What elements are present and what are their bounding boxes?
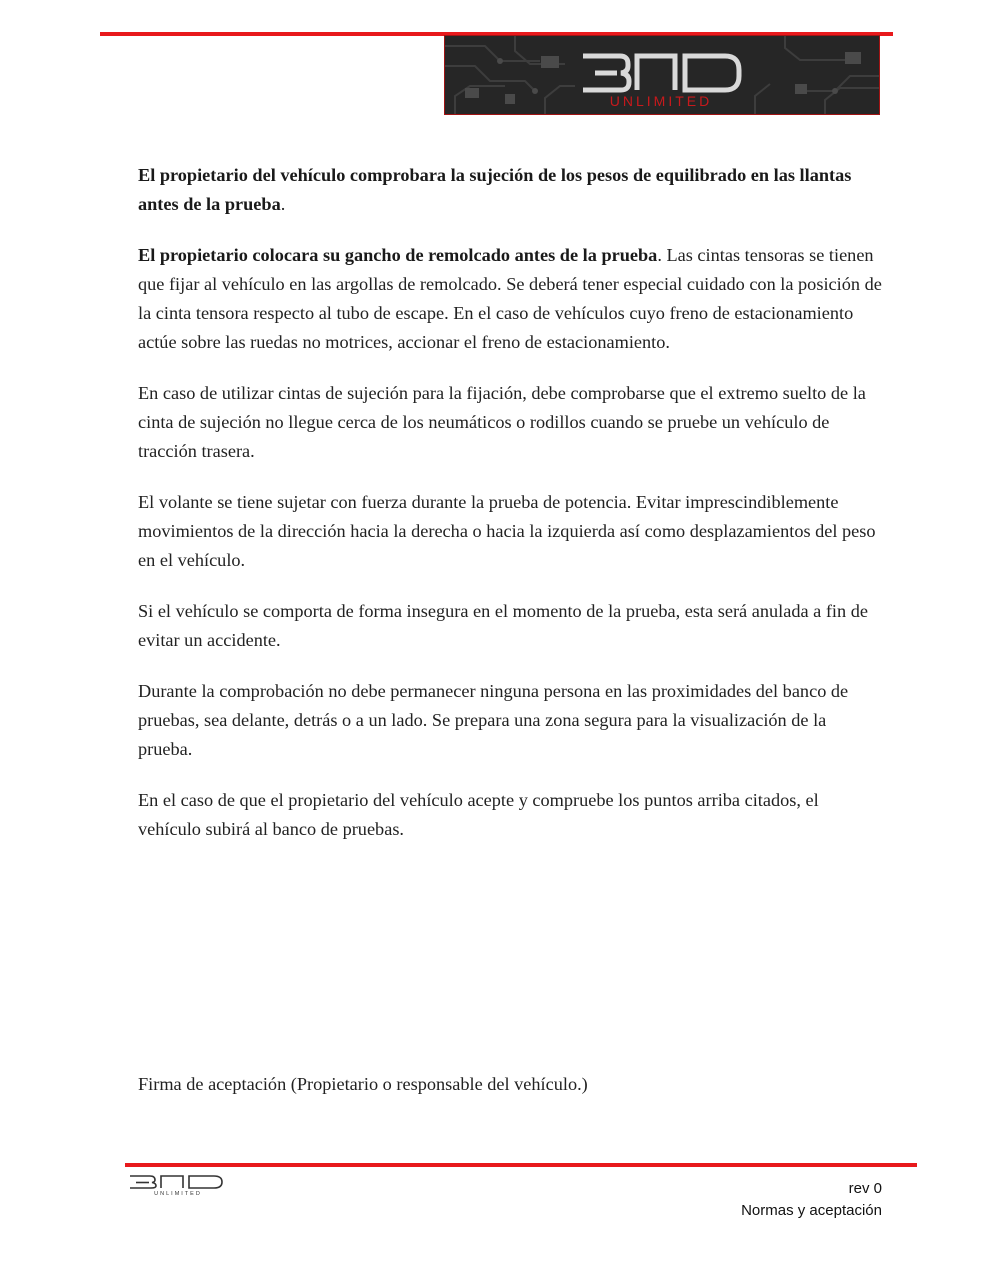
paragraph-safety-zone: Durante la comprobación no debe permanecer ninguna persona en las proximidades del banco de pruebas, sea delante, detrás o a un lado. Se prepara una zona segura para la visualización de la prueba. xyxy=(138,681,849,759)
circuit-board-logo-image xyxy=(445,36,879,114)
paragraph-bold-text: El propietario del vehículo comprobara la sujeción de los pesos de equilibrado en las llantas antes de la prueba xyxy=(138,165,852,214)
signature-label: Firma de aceptación (Propietario o responsable del vehículo.) xyxy=(138,1074,588,1094)
paragraph-unsafe-behavior: Si el vehículo se comporta de forma insegura en el momento de la prueba, esta será anulada a fin de evitar un accidente. xyxy=(138,601,868,650)
paragraph-text: . xyxy=(280,194,286,214)
paragraph-text: . Las cintas tensoras se tienen que fijar al vehículo en las argollas de remolcado. Se deberá tener especial cuidado con la posición de la cinta tensora respecto al tubo de escape. En el caso de vehículos cuyo freno de estacionamiento actúe sobre las ruedas no motrices, accionar el freno de estacionamiento. xyxy=(138,245,882,352)
paragraph-tow-hook xyxy=(138,241,883,357)
paragraph-straps: En caso de utilizar cintas de sujeción para la fijación, debe comprobarse que el extremo suelto de la cinta de sujeción no llegue cerca de los neumáticos o rodillos cuando se pruebe un vehículo de tracción trasera. xyxy=(138,383,866,461)
bnd-logo-icon xyxy=(128,1174,228,1196)
header-logo xyxy=(444,35,880,115)
svg-text:UNLIMITED: UNLIMITED xyxy=(609,93,713,109)
document-title: Normas y aceptación xyxy=(741,1202,882,1219)
paragraph-wheel-weights xyxy=(138,161,883,219)
footer-logo xyxy=(128,1174,228,1196)
footer-rule xyxy=(125,1163,917,1167)
document-body xyxy=(138,161,883,866)
revision-label: rev 0 xyxy=(848,1180,882,1197)
paragraph-steering: El volante se tiene sujetar con fuerza durante la prueba de potencia. Evitar imprescindiblemente movimientos de la dirección hacia la derecha o hacia la izquierda así como desplazamientos del peso en el vehículo. xyxy=(138,492,876,570)
svg-text:UNLIMITED: UNLIMITED xyxy=(154,1191,202,1196)
paragraph-acceptance: En el caso de que el propietario del vehículo acepte y compruebe los puntos arriba citados, el vehículo subirá al banco de pruebas. xyxy=(138,790,819,839)
footer-info xyxy=(741,1178,882,1222)
paragraph-bold-text: El propietario colocara su gancho de remolcado antes de la prueba xyxy=(138,245,658,265)
